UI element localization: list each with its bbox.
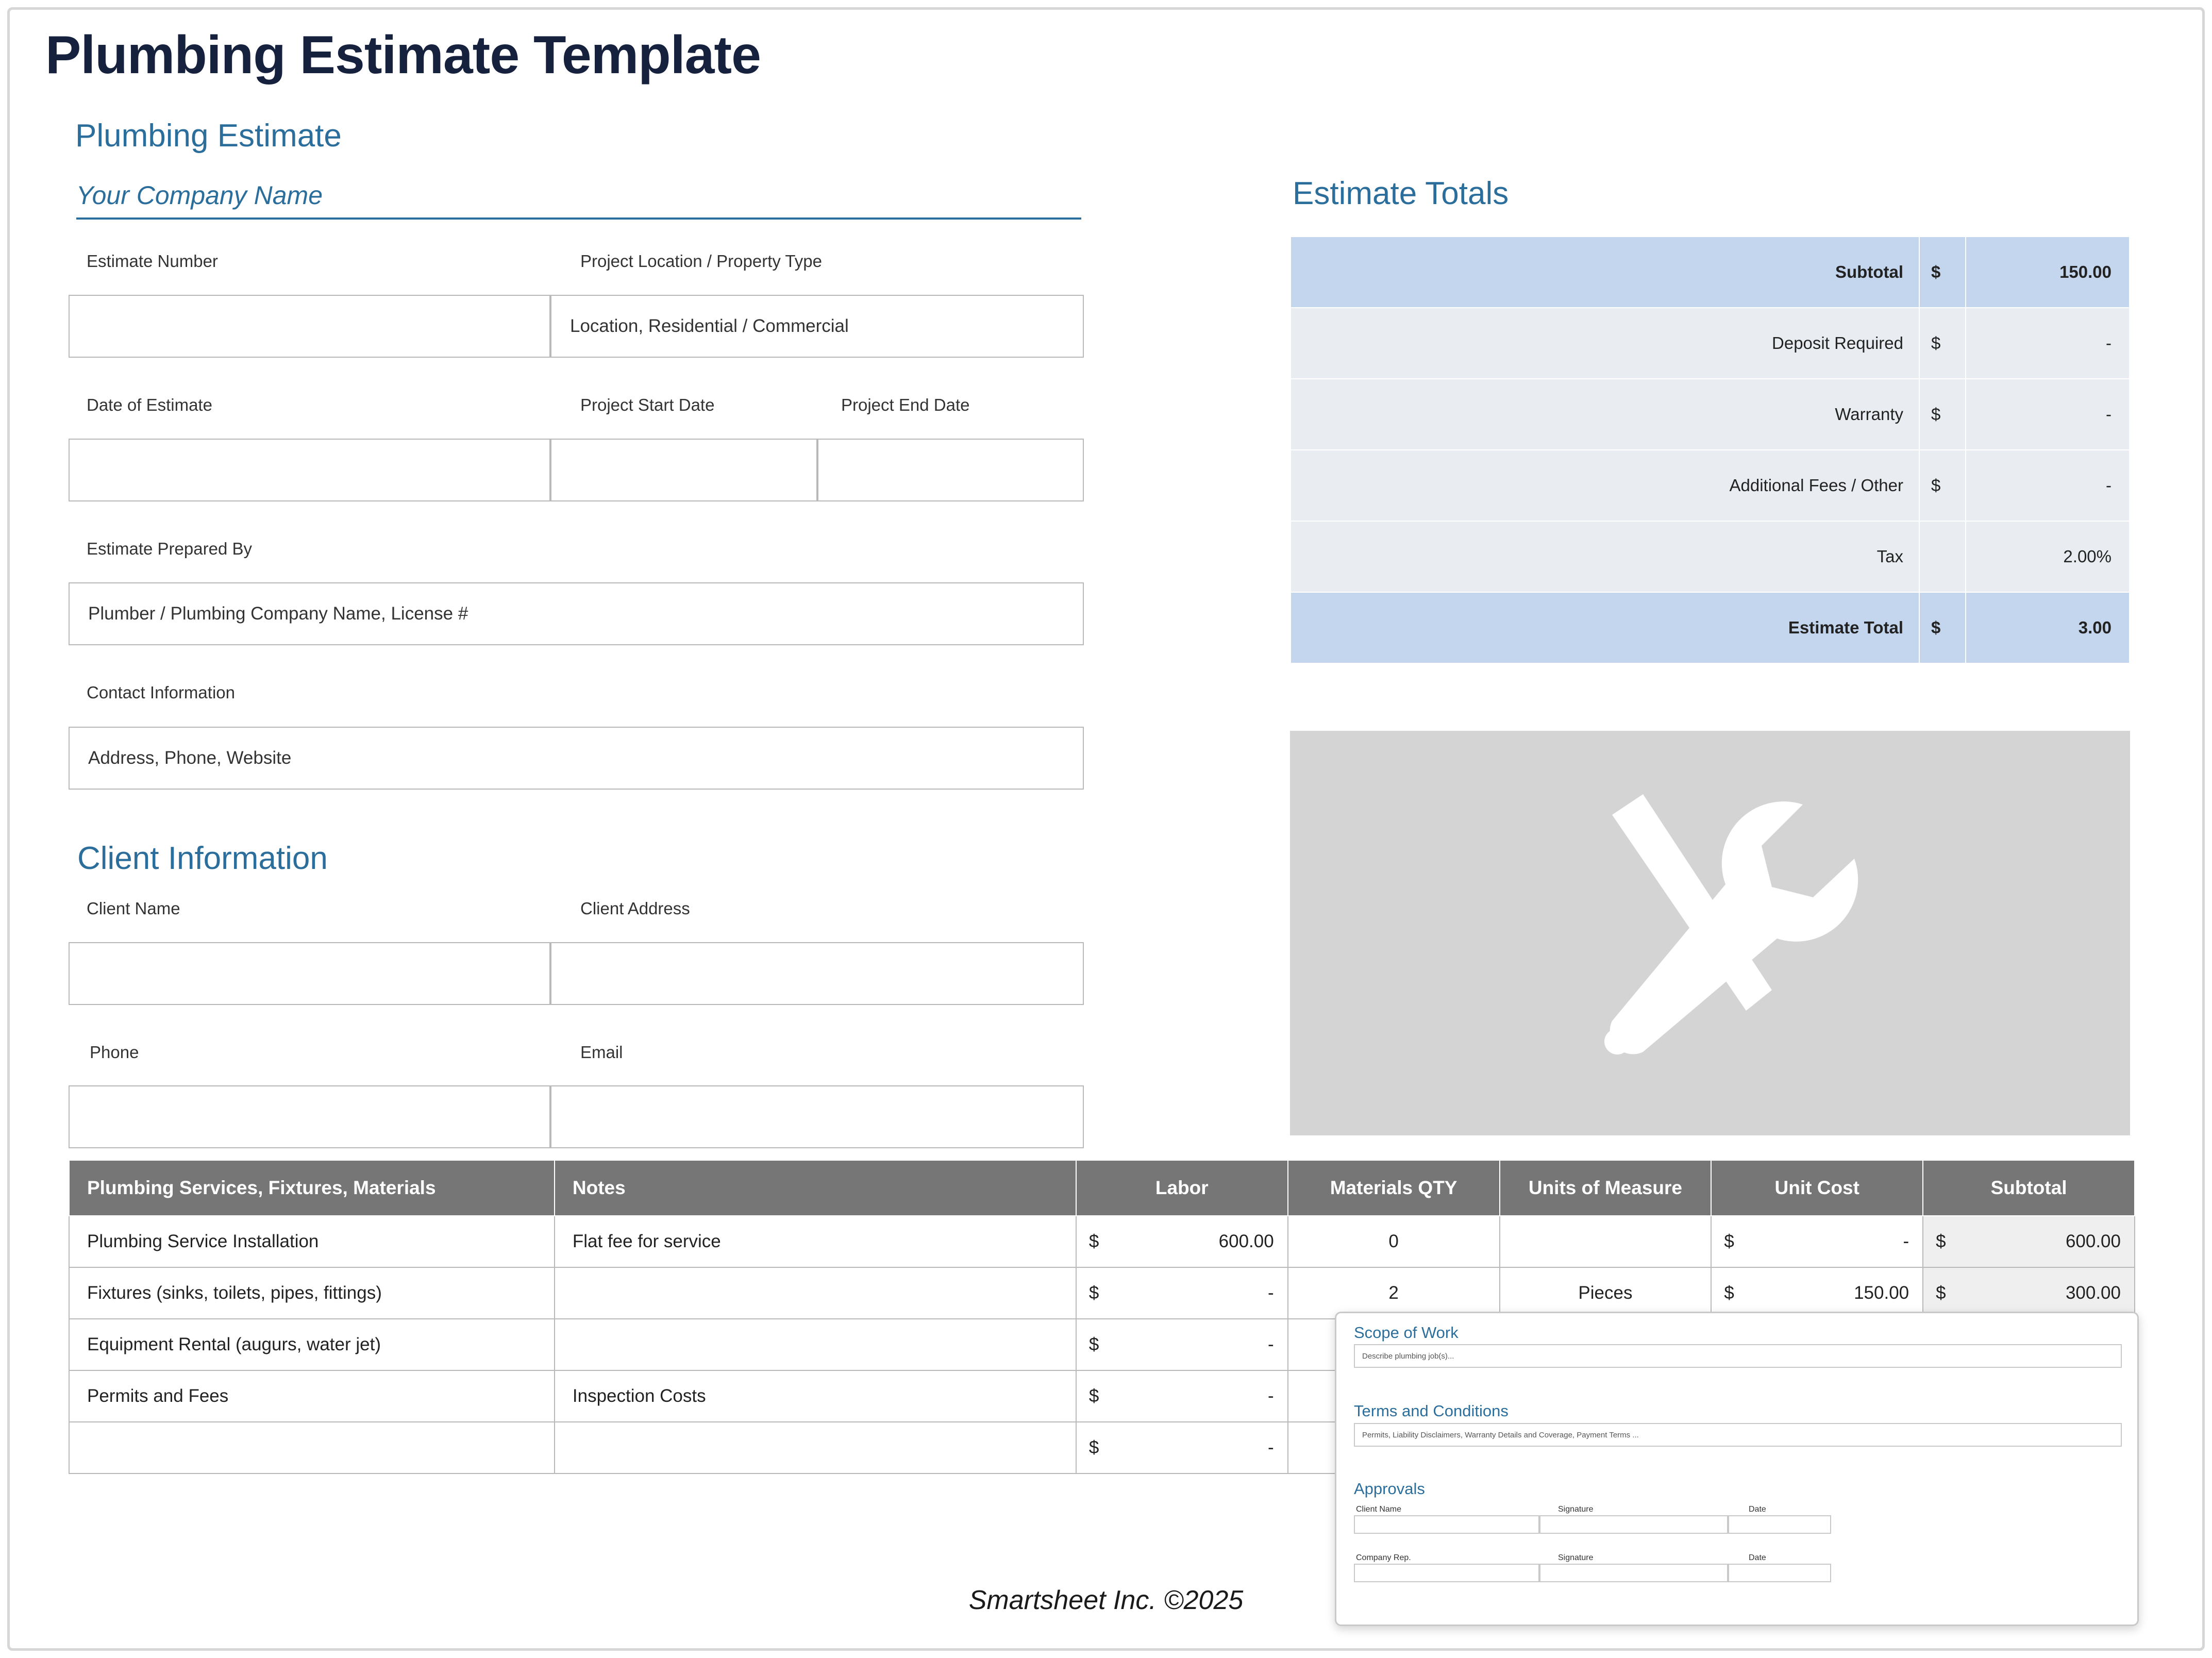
cell-notes[interactable]: Inspection Costs: [555, 1370, 1076, 1422]
label-prepared-by: Estimate Prepared By: [87, 539, 252, 558]
col-header-unit-cost: Unit Cost: [1711, 1160, 1923, 1216]
cell-qty[interactable]: 0: [1288, 1216, 1500, 1267]
currency-symbol: $: [1724, 1283, 1734, 1303]
totals-amount[interactable]: -: [1966, 379, 2130, 450]
section-heading-plumbing-estimate: Plumbing Estimate: [75, 118, 342, 154]
input-terms-and-conditions[interactable]: Permits, Liability Disclaimers, Warranty Details and Coverage, Payment Terms ...: [1354, 1423, 2122, 1447]
totals-currency: $: [1919, 308, 1966, 379]
label-date-of-estimate: Date of Estimate: [87, 395, 212, 414]
input-approval-rep-name[interactable]: [1354, 1564, 1539, 1582]
cell-notes[interactable]: [555, 1319, 1076, 1370]
label-phone: Phone: [90, 1043, 139, 1062]
input-client-name[interactable]: [69, 942, 550, 1005]
cell-subtotal: [1923, 1216, 2135, 1267]
label-email: Email: [580, 1043, 623, 1062]
cell-labor-value: -: [1268, 1334, 1274, 1354]
overlay-heading-approvals: Approvals: [1354, 1480, 1425, 1498]
overlay-heading-scope-of-work: Scope of Work: [1354, 1324, 1459, 1342]
currency-symbol: $: [1936, 1283, 1946, 1303]
currency-symbol: $: [1088, 1283, 1099, 1303]
cell-unit-cost[interactable]: [1711, 1267, 1923, 1319]
totals-row-tax: [1291, 521, 2130, 592]
currency-symbol: $: [1088, 1334, 1099, 1354]
currency-symbol: $: [1088, 1386, 1099, 1406]
label-contact-information: Contact Information: [87, 683, 235, 702]
currency-symbol: $: [1724, 1231, 1734, 1251]
totals-amount[interactable]: 150.00: [1966, 237, 2130, 308]
input-project-end-date[interactable]: [817, 439, 1084, 501]
totals-currency: $: [1919, 592, 1966, 663]
table-row: [69, 1216, 2135, 1267]
cell-labor-value: -: [1268, 1283, 1274, 1303]
label-signature: Signature: [1558, 1553, 1594, 1562]
input-phone[interactable]: [69, 1085, 550, 1148]
totals-currency: $: [1919, 379, 1966, 450]
cell-notes[interactable]: [555, 1267, 1076, 1319]
input-contact-information[interactable]: Address, Phone, Website: [69, 727, 1084, 790]
col-header-materials-qty: Materials QTY: [1288, 1160, 1500, 1216]
input-approval-rep-signature[interactable]: [1539, 1564, 1728, 1582]
input-approval-client-name[interactable]: [1354, 1515, 1539, 1534]
cell-labor-value: -: [1268, 1386, 1274, 1406]
line-items-header-row: [69, 1160, 2135, 1216]
totals-row-estimate-total: [1291, 592, 2130, 663]
image-placeholder: [1290, 731, 2130, 1135]
totals-row-additional-fees: [1291, 450, 2130, 521]
cell-labor[interactable]: [1076, 1216, 1288, 1267]
cell-description[interactable]: Plumbing Service Installation: [69, 1216, 555, 1267]
totals-label: Deposit Required: [1291, 308, 1919, 379]
cell-description[interactable]: Permits and Fees: [69, 1370, 555, 1422]
cell-uom[interactable]: [1500, 1216, 1712, 1267]
totals-label: Additional Fees / Other: [1291, 450, 1919, 521]
input-project-location[interactable]: Location, Residential / Commercial: [550, 295, 1084, 358]
input-client-address[interactable]: [550, 942, 1084, 1005]
cell-unit-cost[interactable]: [1711, 1216, 1923, 1267]
cell-unit-cost-value: -: [1903, 1231, 1909, 1251]
cell-subtotal-value: 300.00: [2065, 1283, 2121, 1303]
currency-symbol: $: [1088, 1231, 1099, 1251]
totals-amount[interactable]: -: [1966, 450, 2130, 521]
currency-symbol: $: [1936, 1231, 1946, 1251]
totals-currency: $: [1919, 237, 1966, 308]
label-client-name: Client Name: [87, 899, 180, 918]
cell-labor[interactable]: [1076, 1422, 1288, 1473]
col-header-units-of-measure: Units of Measure: [1500, 1160, 1712, 1216]
cell-qty[interactable]: 2: [1288, 1267, 1500, 1319]
cell-subtotal-value: 600.00: [2065, 1231, 2121, 1251]
label-signature: Signature: [1558, 1505, 1594, 1514]
cell-notes[interactable]: [555, 1422, 1076, 1473]
totals-amount[interactable]: 3.00: [1966, 592, 2130, 663]
wrench-screwdriver-icon: [1555, 789, 1865, 1078]
cell-description[interactable]: Equipment Rental (augurs, water jet): [69, 1319, 555, 1370]
totals-label: Tax: [1291, 521, 1919, 592]
currency-symbol: $: [1088, 1437, 1099, 1458]
page-title: Plumbing Estimate Template: [45, 25, 761, 85]
input-email[interactable]: [550, 1085, 1084, 1148]
label-project-end-date: Project End Date: [841, 395, 970, 414]
totals-row-deposit: [1291, 308, 2130, 379]
section-heading-estimate-totals: Estimate Totals: [1293, 176, 1509, 211]
input-approval-rep-date[interactable]: [1728, 1564, 1831, 1582]
label-project-start-date: Project Start Date: [580, 395, 715, 414]
footer-copyright: Smartsheet Inc. ©2025: [968, 1585, 1244, 1615]
table-row: [69, 1267, 2135, 1319]
label-client-name: Client Name: [1356, 1505, 1402, 1514]
label-date: Date: [1749, 1505, 1766, 1514]
totals-amount[interactable]: 2.00%: [1966, 521, 2130, 592]
overlay-heading-terms-and-conditions: Terms and Conditions: [1354, 1402, 1509, 1420]
input-estimate-number[interactable]: [69, 295, 550, 358]
input-project-start-date[interactable]: [550, 439, 817, 501]
cell-labor[interactable]: [1076, 1319, 1288, 1370]
label-project-location: Project Location / Property Type: [580, 252, 822, 271]
totals-row-subtotal: [1291, 237, 2130, 308]
totals-label: Warranty: [1291, 379, 1919, 450]
cell-notes[interactable]: Flat fee for service: [555, 1216, 1076, 1267]
input-approval-client-signature[interactable]: [1539, 1515, 1728, 1534]
cell-labor[interactable]: [1076, 1370, 1288, 1422]
section-heading-client-information: Client Information: [77, 841, 328, 876]
totals-currency: [1919, 521, 1966, 592]
label-date: Date: [1749, 1553, 1766, 1562]
totals-label: Estimate Total: [1291, 592, 1919, 663]
totals-label: Subtotal: [1291, 237, 1919, 308]
cell-description[interactable]: Fixtures (sinks, toilets, pipes, fittings): [69, 1267, 555, 1319]
col-header-description: Plumbing Services, Fixtures, Materials: [69, 1160, 555, 1216]
cell-description[interactable]: [69, 1422, 555, 1473]
col-header-notes: Notes: [555, 1160, 1076, 1216]
totals-row-warranty: [1291, 379, 2130, 450]
label-client-address: Client Address: [580, 899, 690, 918]
input-scope-of-work[interactable]: Describe plumbing job(s)...: [1354, 1344, 2122, 1368]
cell-uom[interactable]: Pieces: [1500, 1267, 1712, 1319]
input-date-of-estimate[interactable]: [69, 439, 550, 501]
company-name-field[interactable]: Your Company Name: [76, 180, 1081, 220]
scope-terms-approvals-card: [1335, 1312, 2139, 1626]
label-company-rep: Company Rep.: [1356, 1553, 1411, 1562]
cell-labor-value: 600.00: [1218, 1231, 1274, 1251]
cell-labor[interactable]: [1076, 1267, 1288, 1319]
estimate-totals-table: [1290, 236, 2130, 664]
cell-labor-value: -: [1268, 1437, 1274, 1458]
col-header-subtotal: Subtotal: [1923, 1160, 2135, 1216]
input-prepared-by[interactable]: Plumber / Plumbing Company Name, License #: [69, 582, 1084, 645]
cell-subtotal: [1923, 1267, 2135, 1319]
cell-unit-cost-value: 150.00: [1854, 1283, 1909, 1303]
input-approval-client-date[interactable]: [1728, 1515, 1831, 1534]
totals-amount[interactable]: -: [1966, 308, 2130, 379]
totals-currency: $: [1919, 450, 1966, 521]
col-header-labor: Labor: [1076, 1160, 1288, 1216]
label-estimate-number: Estimate Number: [87, 252, 218, 271]
